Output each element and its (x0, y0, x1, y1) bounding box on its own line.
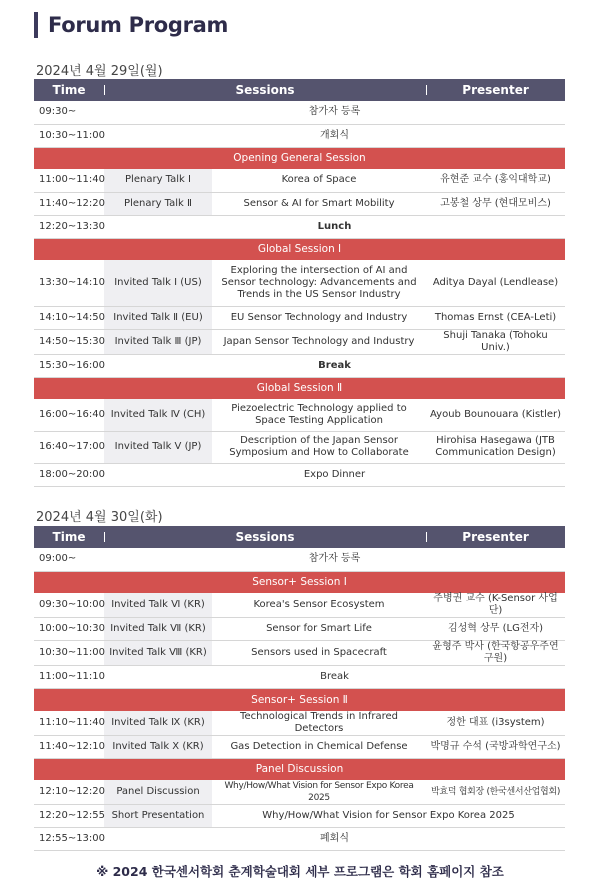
presenter-cell: 박명규 수석 (국방과학연구소) (430, 740, 561, 752)
time-cell: 09:30~10:00 (39, 599, 106, 610)
time-cell: 10:00~10:30 (39, 623, 106, 634)
talk-row (34, 399, 565, 431)
talk-type-cell: Plenary Talk Ⅰ (104, 169, 212, 192)
page-title (34, 11, 228, 39)
talk-title-cell: Description of the Japan Sensor Symposium and How to Collaborate (229, 435, 409, 458)
talk-title-cell: Korea's Sensor Ecosystem (253, 599, 385, 610)
event-cell: 폐회식 (320, 833, 349, 844)
time-cell: 11:40~12:20 (39, 197, 106, 209)
session-banner-title: Sensor+ Session Ⅱ (251, 693, 348, 706)
presenter-column-header: Presenter (426, 526, 565, 548)
time-cell: 11:00~11:10 (39, 671, 106, 682)
talk-row (34, 780, 565, 805)
event-cell: 개회식 (320, 129, 349, 141)
talk-type-cell: Panel Discussion (104, 780, 212, 805)
time-cell: 11:00~11:40 (39, 174, 106, 186)
talk-type-cell: Invited Talk Ⅵ (KR) (104, 593, 212, 618)
time-cell: 16:00~16:40 (39, 408, 106, 420)
day1-date-heading: 2024년 4월 29일(월) (36, 64, 163, 79)
schedule-header-row (34, 79, 565, 101)
schedule-header-row (34, 526, 565, 548)
day2-date-heading: 2024년 4월 30일(화) (36, 510, 163, 525)
presenter-cell: 유현준 교수 (홍익대학교) (440, 174, 551, 186)
talk-row (34, 306, 565, 329)
talk-type-cell: Invited Talk Ⅸ (KR) (104, 711, 212, 736)
schedule-row (34, 666, 565, 689)
talk-row (34, 169, 565, 192)
talk-title-cell: Technological Trends in Infrared Detectors (240, 710, 398, 734)
session-banner-row (34, 238, 565, 260)
talk-row (34, 618, 565, 641)
time-cell: 12:55~13:00 (39, 833, 106, 844)
talk-row (34, 711, 565, 736)
session-banner-title: Sensor+ Session Ⅰ (252, 576, 347, 589)
page-title-text: Forum Program (48, 13, 229, 37)
session-banner-row (34, 147, 565, 169)
talk-row (34, 431, 565, 463)
talk-type-cell: Invited Talk Ⅱ (EU) (104, 306, 212, 329)
presenter-cell: 김성혁 상무 (LG전자) (447, 623, 544, 634)
time-cell: 12:10~12:20 (39, 786, 106, 797)
talk-title-cell: Sensor & AI for Smart Mobility (243, 197, 395, 209)
session-banner-row (34, 689, 565, 711)
talk-type-cell: Invited Talk Ⅴ (JP) (104, 431, 212, 463)
time-cell: 10:30~11:00 (39, 647, 106, 658)
sessions-column-header: Sessions (104, 79, 426, 101)
schedule-row (34, 463, 565, 486)
event-cell: Expo Dinner (303, 468, 366, 480)
presenter-cell: 고봉철 상무 (현대모비스) (440, 197, 551, 209)
time-cell: 16:40~17:00 (39, 441, 106, 452)
presenter-cell: Shuji Tanaka (Tohoku Univ.) (443, 329, 548, 353)
talk-row (34, 260, 565, 306)
session-banner-row (34, 758, 565, 780)
schedule-row (34, 101, 565, 124)
footer-note: ※ 2024 한국센서학회 춘계학술대회 세부 프로그램은 학회 홈페이지 참조 (96, 864, 504, 879)
talk-type-cell: Short Presentation (104, 805, 212, 828)
session-banner-title: Opening General Session (233, 152, 366, 165)
session-banner-title: Global Session Ⅰ (257, 243, 342, 256)
presenter-cell: Ayoub Bounouara (Kistler) (430, 408, 562, 420)
talk-title-cell: Japan Sensor Technology and Industry (223, 335, 415, 347)
sessions-column-header: Sessions (104, 526, 426, 548)
time-cell: 13:30~14:10 (39, 276, 106, 288)
talk-title-cell: Why/How/What Vision for Sensor Expo Korea 2025 (224, 781, 414, 803)
event-cell: Break (320, 671, 349, 682)
presenter-column-header: Presenter (426, 79, 565, 101)
time-cell: 12:20~12:55 (39, 810, 106, 821)
time-cell: 11:40~12:10 (39, 740, 106, 752)
event-cell: Break (318, 359, 351, 371)
presenter-cell: Aditya Dayal (Lendlease) (432, 276, 559, 288)
schedule-row (34, 548, 565, 571)
talk-type-cell: Invited Talk Ⅲ (JP) (104, 329, 212, 354)
presenter-cell: 윤형주 박사 (한국항공우주연구원) (432, 641, 559, 664)
event-cell: 참가자 등록 (308, 553, 361, 565)
time-cell: 09:00~ (39, 553, 77, 565)
event-cell: 참가자 등록 (308, 106, 361, 118)
talk-title-cell: Piezoelectric Technology applied to Space Testing Application (231, 402, 407, 426)
schedule-row (34, 354, 565, 377)
talk-title-cell: Exploring the intersection of AI and Sensor technology: Advancements and Trends in the US Sensor Industry (221, 264, 417, 300)
session-banner-row (34, 571, 565, 593)
talk-type-cell: Invited Talk Ⅳ (CH) (104, 399, 212, 431)
presenter-cell: Thomas Ernst (CEA-Leti) (434, 311, 557, 323)
talk-row (34, 329, 565, 354)
schedule-row (34, 805, 565, 828)
time-column-header: Time (52, 83, 86, 97)
session-banner-title: Panel Discussion (255, 763, 344, 776)
time-cell: 14:50~15:30 (39, 335, 106, 347)
talk-row (34, 192, 565, 215)
talk-type-cell: Invited Talk Ⅰ (US) (104, 260, 212, 306)
talk-type-cell: Invited Talk Ⅶ (KR) (104, 618, 212, 641)
time-cell: 12:20~13:30 (39, 220, 106, 232)
presenter-cell: Hirohisa Hasegawa (JTB Communication Design) (435, 435, 556, 458)
day2-schedule-table (34, 526, 565, 851)
time-column-header: Time (52, 530, 86, 544)
session-banner-row (34, 377, 565, 399)
title-accent-bar (34, 12, 38, 38)
talk-title-cell: Sensor for Smart Life (266, 623, 372, 634)
time-cell: 09:30~ (39, 106, 77, 118)
presenter-cell: 주병권 교수 (K-Sensor 사업단) (433, 593, 558, 616)
presenter-cell: 박효덕 협회장 (한국센서산업협회) (430, 787, 561, 797)
talk-row (34, 735, 565, 758)
talk-row (34, 641, 565, 666)
talk-type-cell: Plenary Talk Ⅱ (104, 192, 212, 215)
time-cell: 14:10~14:50 (39, 311, 106, 323)
event-cell: Why/How/What Vision for Sensor Expo Korea 2025 (262, 810, 515, 821)
time-cell: 15:30~16:00 (39, 359, 106, 371)
time-cell: 18:00~20:00 (39, 468, 106, 480)
talk-title-cell: Sensors used in Spacecraft (251, 647, 387, 658)
talk-row (34, 593, 565, 618)
schedule-row (34, 828, 565, 851)
talk-type-cell: Invited Talk Ⅷ (KR) (104, 641, 212, 666)
session-banner-title: Global Session Ⅱ (256, 382, 343, 395)
schedule-row (34, 215, 565, 238)
time-cell: 10:30~11:00 (39, 129, 106, 141)
event-cell: Lunch (317, 220, 352, 232)
talk-title-cell: EU Sensor Technology and Industry (230, 311, 408, 323)
presenter-cell: 정한 대표 (i3system) (446, 716, 545, 728)
day1-schedule-table (34, 79, 565, 487)
talk-title-cell: Gas Detection in Chemical Defense (230, 740, 408, 752)
talk-title-cell: Korea of Space (281, 174, 357, 186)
schedule-row (34, 124, 565, 147)
time-cell: 11:10~11:40 (39, 716, 106, 728)
talk-type-cell: Invited Talk Ⅹ (KR) (104, 735, 212, 758)
